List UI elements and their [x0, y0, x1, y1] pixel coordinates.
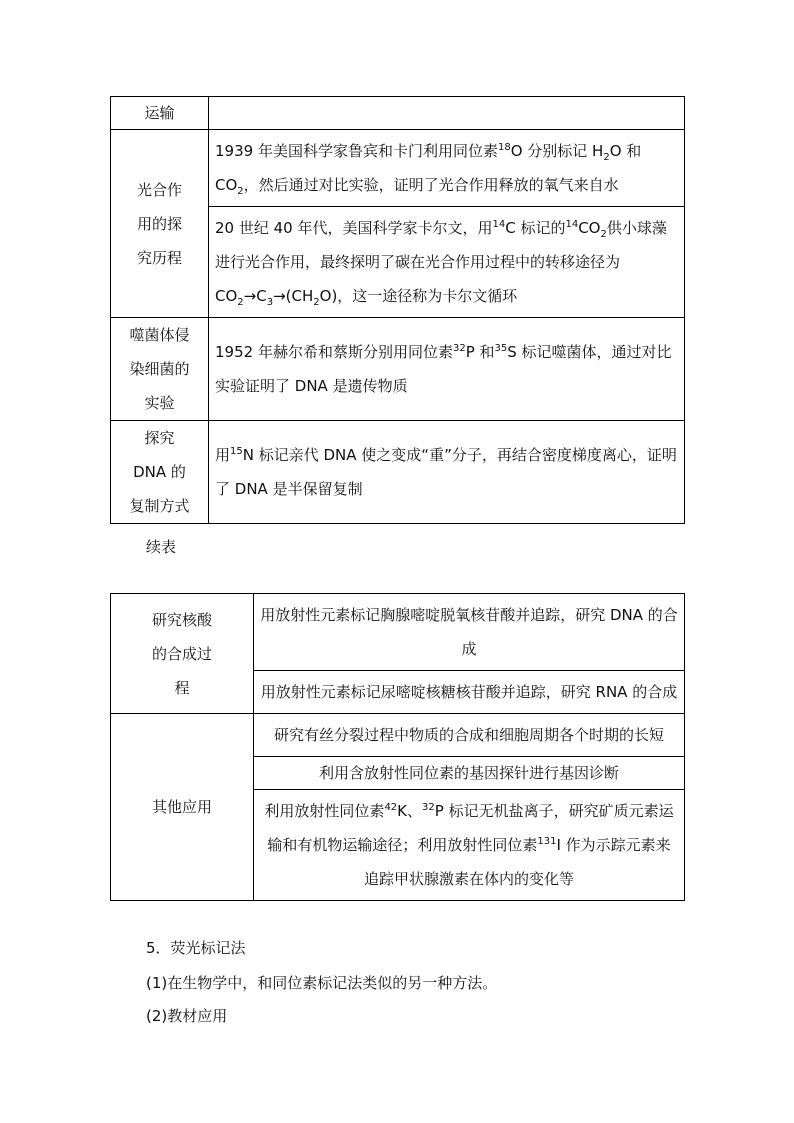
- table-row: [111, 97, 685, 130]
- paragraph-2: (2)教材应用: [146, 1007, 228, 1025]
- row-label-other: 其他应用: [111, 714, 254, 901]
- continued-label: 续表: [146, 538, 177, 556]
- table-row: [111, 130, 685, 207]
- phage-text: 1952 年赫尔希和蔡斯分别用同位素$^{32}$P 和$^{35}$S 标记噬菌体，通过对比实验证明了 DNA 是遗传物质: [209, 318, 685, 421]
- section-heading-fluorescence: 5．荧光标记法: [146, 939, 246, 957]
- row-label-dna-replication: 探究 DNA 的复制方式: [111, 421, 209, 524]
- nucleic-text-1: 用放射性元素标记胸腺嘧啶脱氧核苷酸并追踪，研究 DNA 的合成: [254, 594, 685, 671]
- table-isotope-2: [110, 593, 685, 901]
- other-text-3: 利用放射性同位素$^{42}$K、$^{32}$P 标记无机盐离子，研究矿质元素运输和有机物运输途径；利用放射性同位素$^{131}$I 作为示踪元素来追踪甲状腺激素在体内的变化等: [254, 790, 685, 901]
- table-row: [111, 318, 685, 421]
- row-label-nucleic-acid: 研究核酸的合成过程: [111, 594, 254, 714]
- row-label-photosynthesis: 光合作用的探究历程: [111, 130, 209, 318]
- row-label-phage: 噬菌体侵染细菌的实验: [111, 318, 209, 421]
- other-text-2: 利用含放射性同位素的基因探针进行基因诊断: [254, 757, 685, 790]
- table-row: [111, 714, 685, 757]
- dna-replication-text: 用$^{15}$N 标记亲代 DNA 使之变成“重”分子，再结合密度梯度离心，证明了 DNA 是半保留复制: [209, 421, 685, 524]
- row-content-transport: [209, 97, 685, 130]
- row-label-transport: 运输: [111, 97, 209, 130]
- paragraph-1: (1)在生物学中，和同位素标记法类似的另一种方法。: [146, 974, 498, 992]
- table-row: [111, 594, 685, 671]
- table-row: [111, 421, 685, 524]
- photosynthesis-text-1: 1939 年美国科学家鲁宾和卡门利用同位素$^{18}$O 分别标记 $H_2O$ 和 $CO_2$，然后通过对比实验，证明了光合作用释放的氧气来自水: [209, 130, 685, 207]
- nucleic-text-2: 用放射性元素标记尿嘧啶核糖核苷酸并追踪，研究 RNA 的合成: [254, 671, 685, 714]
- table-isotope-1: [110, 96, 685, 524]
- other-text-1: 研究有丝分裂过程中物质的合成和细胞周期各个时期的长短: [254, 714, 685, 757]
- photosynthesis-text-2: 20 世纪 40 年代，美国科学家卡尔文，用$^{14}$C 标记的$^{14}CO_2$供小球藻进行光合作用，最终探明了碳在光合作用过程中的转移途径为 $CO_2\to C_3\to(CH_2O)$，这一途径称为卡尔文循环: [209, 207, 685, 318]
